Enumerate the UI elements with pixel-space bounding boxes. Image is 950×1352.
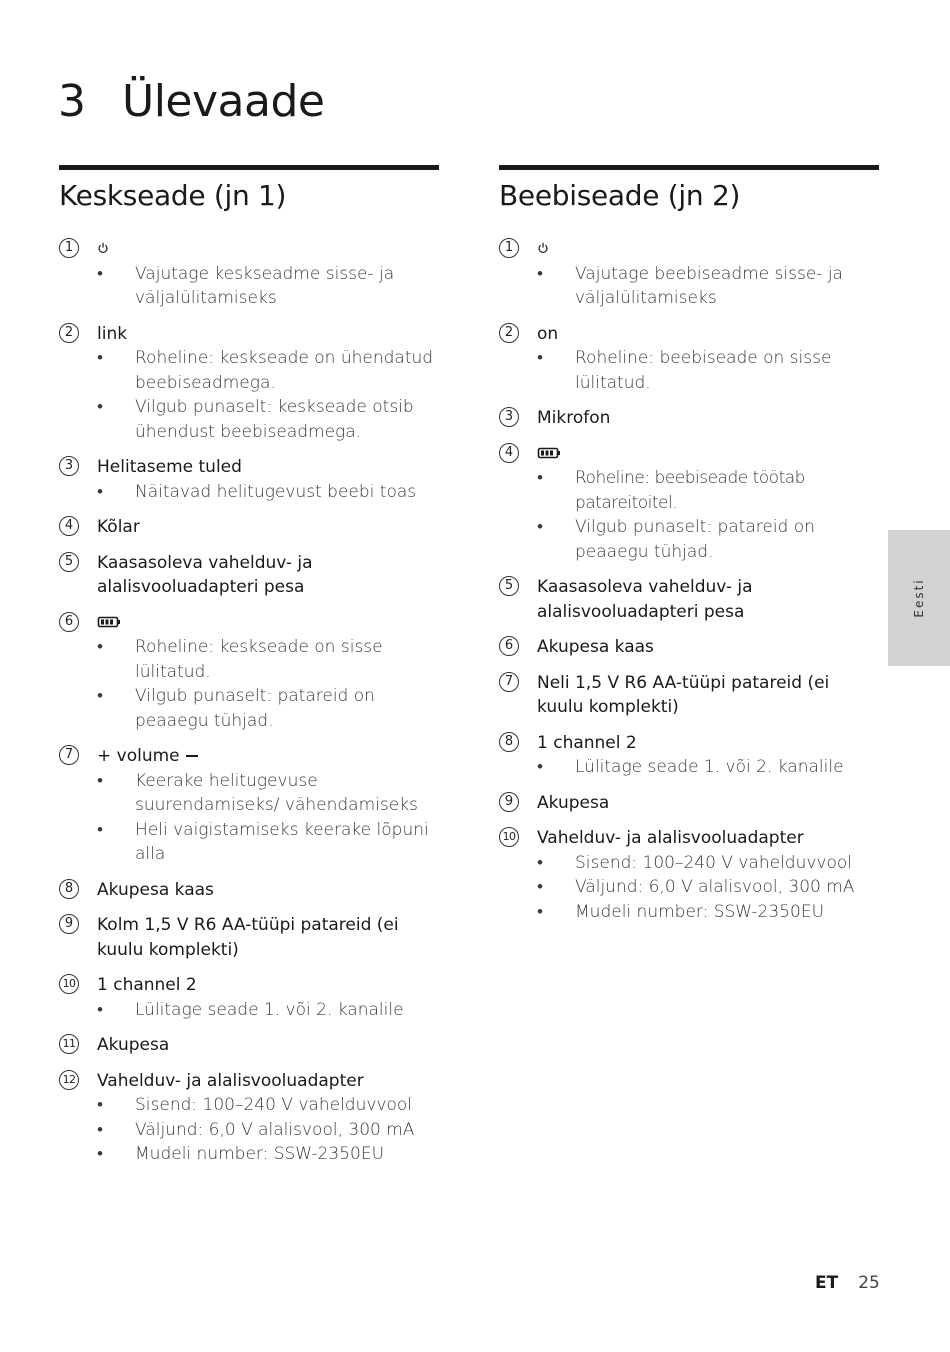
list-item	[59, 913, 439, 962]
chapter-title	[58, 76, 324, 127]
section-heading: Keskseade (jn 1)	[59, 179, 287, 212]
item-number: 5	[499, 576, 519, 596]
item-number: 2	[59, 323, 79, 343]
item-number: 4	[499, 443, 519, 463]
item-number: 5	[59, 552, 79, 572]
item-number: 9	[59, 914, 79, 934]
power-icon	[97, 242, 109, 254]
footer-language: ET	[815, 1273, 839, 1293]
chapter-number: 3	[58, 76, 86, 127]
list-item	[499, 635, 879, 660]
bullet-item: • Vilgub punaselt: keskseade otsib ühendust beebiseadmega.	[97, 397, 414, 442]
item-number: 6	[59, 612, 79, 632]
item-label: Akupesa kaas	[97, 879, 214, 900]
bullet-item: • Sisend: 100–240 V vahelduvvool	[97, 1095, 413, 1115]
list-item	[59, 878, 439, 903]
list-item	[59, 744, 439, 867]
item-label: Vahelduv- ja alalisvooluadapter	[97, 1070, 364, 1091]
list-item	[59, 973, 439, 1022]
item-number: 1	[499, 238, 519, 258]
item-number: 12	[59, 1070, 79, 1090]
list-item	[499, 237, 879, 311]
item-label: on	[537, 323, 559, 344]
bullet-item: • Väljund: 6,0 V alalisvool, 300 mA	[537, 877, 855, 897]
power-icon	[537, 242, 549, 254]
bullet-item: • Roheline: beebiseade töötab patareitoitel.	[537, 468, 805, 513]
item-label: Mikrofon	[537, 408, 611, 428]
main-unit-section	[59, 165, 439, 1178]
bullet-item: • Roheline: keskseade on sisse lülitatud.	[97, 637, 383, 682]
bullet-item: • Mudeli number: SSW-2350EU	[537, 901, 825, 922]
item-number: 3	[499, 407, 519, 427]
list-item	[499, 442, 879, 565]
section-heading: Beebiseade (jn 2)	[499, 179, 741, 212]
list-item	[59, 237, 439, 311]
page-number: 25	[858, 1273, 880, 1293]
item-number: 3	[59, 456, 79, 476]
bullet-item: • Lülitage seade 1. või 2. kanalile	[537, 757, 844, 777]
section-rule	[59, 165, 439, 170]
item-label: Akupesa	[537, 792, 610, 813]
item-label: Akupesa	[97, 1035, 170, 1055]
item-number: 6	[499, 636, 519, 656]
bullet-item: • Vajutage beebiseadme sisse- ja väljalülitamiseks	[537, 263, 843, 308]
item-number: 8	[59, 879, 79, 899]
list-item	[499, 826, 879, 924]
bullet-item: • Vilgub punaselt: patareid on peaaegu tühjad.	[537, 517, 815, 562]
list-item	[59, 455, 439, 504]
list-item	[59, 611, 439, 734]
chapter-title-text: Ülevaade	[122, 76, 325, 127]
item-label: Akupesa kaas	[537, 637, 654, 657]
language-tab-label: Eesti	[912, 578, 926, 618]
list-item	[59, 1033, 439, 1058]
bullet-item: • Keerake helitugevuse suurendamiseks/ vähendamiseks	[97, 770, 418, 815]
item-label: + volume	[97, 746, 180, 766]
list-item	[499, 322, 879, 396]
item-label: Kaasasoleva vahelduv- ja alalisvooluadapteri pesa	[97, 552, 313, 597]
item-number: 9	[499, 792, 519, 812]
bullet-item: • Vilgub punaselt: patareid on peaaegu tühjad.	[97, 686, 375, 731]
language-side-tab	[888, 530, 950, 666]
item-label: Kolm 1,5 V R6 AA-tüüpi patareid (ei kuulu komplekti)	[97, 915, 399, 960]
item-label: Vahelduv- ja alalisvooluadapter	[537, 828, 804, 848]
page-footer	[815, 1273, 880, 1293]
battery-icon	[537, 447, 561, 459]
bullet-item: • Vajutage keskseadme sisse- ja väljalülitamiseks	[97, 263, 395, 308]
item-label: Kaasasoleva vahelduv- ja alalisvooluadapteri pesa	[537, 577, 753, 622]
battery-icon	[97, 616, 121, 628]
list-item	[499, 791, 879, 816]
list-item	[59, 515, 439, 540]
list-item	[499, 406, 879, 431]
list-item	[499, 575, 879, 624]
item-number: 11	[59, 1034, 79, 1054]
item-number: 4	[59, 516, 79, 536]
bullet-item: • Sisend: 100–240 V vahelduvvool	[537, 852, 853, 873]
bullet-item: • Roheline: beebiseade on sisse lülitatud.	[537, 348, 832, 393]
minus-icon	[186, 755, 198, 757]
item-label: Neli 1,5 V R6 AA-tüüpi patareid (ei kuulu komplekti)	[537, 672, 830, 717]
item-number: 10	[59, 974, 79, 994]
item-number: 10	[499, 827, 519, 847]
list-item	[59, 551, 439, 600]
section-rule	[499, 165, 879, 170]
bullet-item: • Väljund: 6,0 V alalisvool, 300 mA	[97, 1119, 415, 1140]
list-item	[59, 1069, 439, 1167]
item-label: 1 channel 2	[537, 732, 637, 753]
item-label: Kõlar	[97, 517, 140, 537]
item-number: 8	[499, 732, 519, 752]
item-label: 1 channel 2	[97, 975, 197, 995]
bullet-item: • Näitavad helitugevust beebi toas	[97, 481, 417, 502]
baby-unit-section	[499, 165, 879, 935]
list-item	[59, 322, 439, 445]
bullet-item: • Heli vaigistamiseks keerake lõpuni alla	[97, 819, 429, 864]
item-number: 7	[499, 672, 519, 692]
list-item	[499, 731, 879, 780]
list-item	[499, 671, 879, 720]
bullet-item: • Lülitage seade 1. või 2. kanalile	[97, 999, 404, 1020]
item-label: link	[97, 323, 128, 344]
item-number: 2	[499, 323, 519, 343]
bullet-item: • Roheline: keskseade on ühendatud beebiseadmega.	[97, 348, 434, 393]
bullet-item: • Mudeli number: SSW-2350EU	[97, 1144, 385, 1164]
item-label: Helitaseme tuled	[97, 457, 242, 477]
item-number: 1	[59, 238, 79, 258]
item-number: 7	[59, 745, 79, 765]
